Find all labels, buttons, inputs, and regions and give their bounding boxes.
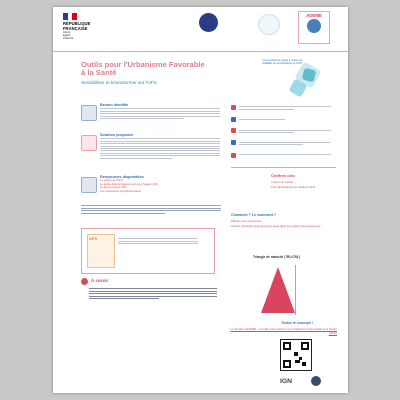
pink-divider-top (53, 51, 348, 52)
savoir-icon (81, 278, 88, 285)
solution-text (100, 138, 220, 158)
comment-item: Ateliers interactifs pour penser la santé dans les projets d'aménagement (231, 224, 321, 228)
partners-list (231, 105, 331, 164)
maturity-triangle-icon (261, 267, 295, 313)
savoir-heading: À savoir (91, 278, 109, 283)
card-caption (118, 237, 198, 246)
cta-title: Testez le concept ! (281, 321, 313, 325)
chiffre-item: 100 participants aux ateliers UFS (271, 185, 316, 189)
quote-block (81, 204, 221, 215)
ign-logo: IGN (280, 378, 293, 385)
savoir-text (89, 287, 217, 300)
poster-page (53, 7, 348, 393)
library-link[interactable]: La librairie ADEME : 4 outils d'animation sur l'Urbanisme Favorable à la Santé (UFS) (230, 327, 337, 335)
republic-name: RÉPUBLIQUE FRANÇAISE (63, 21, 91, 31)
triangle-title: Triangle de maturité (TRL/CRL) (253, 255, 300, 259)
results-badge: Les résultats de l'appel à projets de l'ADEME sur la thématique de l'UFS (262, 59, 302, 65)
solution-icon (81, 135, 97, 151)
pink-divider-right (231, 167, 336, 168)
republique-logo (63, 13, 93, 41)
besoin-heading: Besoin identifié (100, 103, 129, 107)
solution-heading: Solution proposée (100, 133, 134, 137)
chiffre-item: 4 Jeux de cartes (271, 180, 294, 184)
ressources-icon (81, 177, 97, 193)
ufs-card-image: UFS (87, 234, 115, 268)
comment-title: Comment ? Le comment ? (231, 213, 277, 217)
triangle-axis (295, 265, 296, 315)
ressource-item[interactable]: Le guide d'accompagnement pour l'atelier UFS (100, 181, 159, 186)
partner-logo-2-icon (258, 14, 280, 35)
poster-title: Outils pour l'Urbanisme Favorable à la Santé (81, 60, 205, 78)
ressource-item[interactable]: Les ressources complémentaires (100, 188, 142, 193)
chiffres-title: Chiffres clés (271, 173, 296, 178)
footer-logo-icon (311, 376, 321, 386)
partner-logo-1-icon (199, 13, 218, 32)
comment-item: Diffusion des ressources (231, 219, 262, 223)
ressources-heading: Ressources disponibles (100, 175, 144, 179)
besoin-icon (81, 105, 97, 121)
marianne-flag (63, 13, 77, 20)
poster-subtitle: Sensibiliser et brainstormer sur l'UFS (81, 80, 157, 85)
besoin-text (100, 108, 220, 119)
republic-motto: Liberté Égalité Fraternité (63, 31, 74, 40)
ressource-item[interactable]: Le poster de l'UFS (100, 178, 124, 182)
qr-code-icon[interactable] (280, 339, 312, 371)
ademe-logo: ADEME (298, 11, 330, 44)
ressource-item[interactable]: Le jeu de cartes UFS (100, 185, 127, 190)
